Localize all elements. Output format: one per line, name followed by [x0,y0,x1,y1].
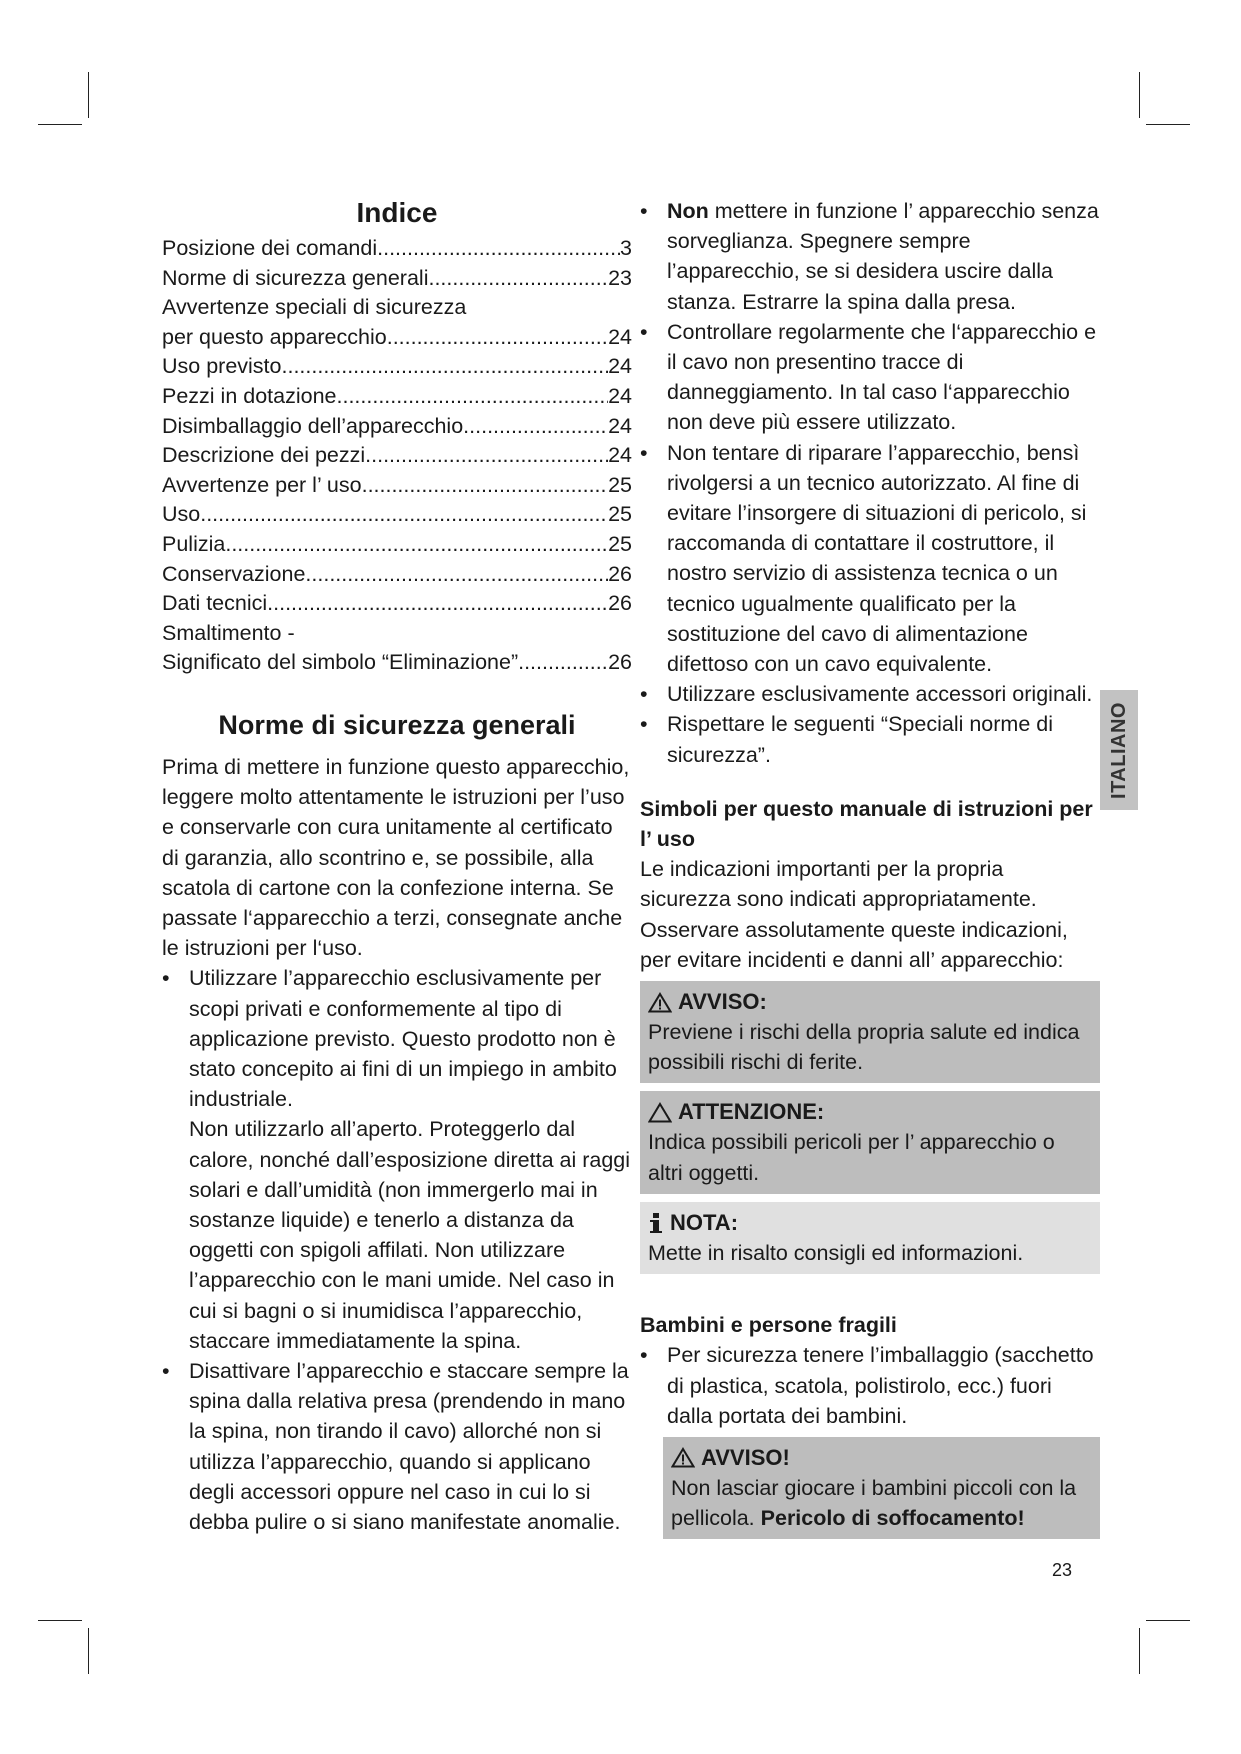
left-column [162,196,632,1537]
children-warning-text: Non lasciar giocare i bambini piccoli con la pellicola. Pericolo di soffocamento! [671,1475,1077,1531]
children-bullets [640,1340,1100,1431]
safety-bullets-continued [640,196,1100,770]
list-item: • Controllare regolarmente che l‘apparecchio e il cavo non presentino tracce di danneggiamento. In tal caso l‘apparecchio non deve più essere utilizzato. [640,317,1100,438]
list-item: • Non tentare di riparare l’apparecchio, bensì rivolgersi a un tecnico autorizzato. Al fine di evitare l’insorgere di situazioni di pericolo, si raccomanda di contattare il costruttore, il nostro servizio di assistenza tecnica o un tecnico ugualmente qualificato per la sostituzione del cavo di alimentazione difettoso con un cavo equivalente. [640,438,1100,680]
safety-title: Norme di sicurezza generali [218,709,576,740]
avviso-box [640,981,1100,1083]
toc-entry[interactable]: Pezzi in dotazione ..... 24 [162,382,632,412]
toc-entry: Avvertenze speciali di sicurezza [162,295,467,320]
children-title: Bambini e persone fragili [640,1313,897,1338]
list-item: • Disattivare l’apparecchio e staccare sempre la spina dalla relativa presa (prendendo in mano la spina, non tirando il cavo) allorché non si utilizza l’apparecchio, quando si applicano degli accessori oppure nel caso in cui lo si debba pulire o si siano manifestate anomalie. [162,1356,632,1537]
list-item: • Rispettare le seguenti “Speciali norme di sicurezza”. [640,709,1100,769]
nota-box [640,1202,1100,1274]
avviso-text: Previene i rischi della propria salute ed indica possibili rischi di ferite. [648,1020,1080,1075]
attenzione-heading: ATTENZIONE: [678,1099,825,1125]
crop-mark [38,1620,82,1621]
toc-entry[interactable]: Uso ..... 25 [162,500,632,530]
page-number: 23 [1052,1560,1073,1580]
info-icon [648,1212,664,1234]
crop-mark [1139,1628,1140,1674]
attenzione-text: Indica possibili pericoli per l’ apparecchio o altri oggetti. [648,1130,1055,1185]
list-item: • Non mettere in funzione l’ apparecchio senza sorveglianza. Spegnere sempre l’apparecchio, se si desidera uscire dalla stanza. Estrarre la spina dalla presa. [640,196,1100,317]
crop-mark [1139,72,1140,118]
safety-bullets [162,963,632,1537]
crop-mark [88,1628,89,1674]
crop-mark [1146,124,1190,125]
crop-mark [1146,1620,1190,1621]
toc-entry[interactable]: Dati tecnici ..... 26 [162,589,632,619]
warning-triangle-icon [648,992,672,1013]
toc-title: Indice [356,197,438,228]
crop-mark [38,124,82,125]
toc-entry[interactable]: per questo apparecchio ..... 24 [162,323,632,353]
toc-entry[interactable]: Posizione dei comandi ..... 3 [162,234,632,264]
language-tab: ITALIANO [1100,690,1138,810]
children-warning-box [663,1437,1100,1539]
nota-heading: NOTA: [670,1209,739,1235]
symbols-title: Simboli per questo manuale di istruzioni per l’ uso [640,796,1093,852]
toc-entry[interactable]: Pulizia ..... 25 [162,530,632,560]
toc-entry: Smaltimento - [162,620,295,645]
toc-entry[interactable]: Conservazione ..... 26 [162,560,632,590]
safety-intro: Prima di mettere in funzione questo apparecchio, leggere molto attentamente le istruzioni per l’uso e conservarle con cura unitamente al certificato di garanzia, allo scontrino e, se possibile, alla scatola di cartone con la confezione interna. Se passate l‘apparecchio a terzi, consegnate anche le istruzioni per l‘uso. [162,754,630,961]
list-item: • Utilizzare esclusivamente accessori originali. [640,679,1100,709]
caution-triangle-icon [648,1102,672,1123]
list-item: • Per sicurezza tenere l’imballaggio (sacchetto di plastica, scatola, polistirolo, ecc.) fuori dalla portata dei bambini. [640,1340,1100,1431]
warning-triangle-icon [671,1447,695,1468]
toc-entry[interactable]: Uso previsto ..... 24 [162,352,632,382]
nota-text: Mette in risalto consigli ed informazioni. [648,1240,1024,1265]
crop-mark [88,72,89,118]
attenzione-box [640,1091,1100,1193]
list-item: • Utilizzare l’apparecchio esclusivamente per scopi privati e conformemente al tipo di applicazione previsto. Questo prodotto non è stato concepito ai fini di un impiego in ambito industriale. Non utilizzarlo all’aperto. Proteggerlo dal calore, nonché dall’esposizione diretta ai raggi solari e dall’umidità (non immergerlo mai in sostanze liquide) e tenerlo a distanza da oggetti con spigoli affilati. Non utilizzare l’apparecchio con le mani umide. Nel caso in cui si bagni o si inumidisca l’apparecchio, staccare immediatamente la spina. [162,963,632,1356]
toc-entry[interactable]: Avvertenze per l’ uso ..... 25 [162,471,632,501]
children-warning-heading: AVVISO! [701,1444,790,1470]
toc-entry[interactable]: Disimballaggio dell’apparecchio ..... 24 [162,412,632,442]
toc-list [162,234,632,678]
avviso-heading: AVVISO: [678,989,767,1015]
right-column [640,196,1100,1547]
symbols-intro: Le indicazioni importanti per la propria sicurezza sono indicati appropriatamente. Osservare assolutamente queste indicazioni, per evitare incidenti e danni all’ apparecchio: [640,857,1068,972]
toc-entry[interactable]: Descrizione dei pezzi ..... 24 [162,441,632,471]
toc-entry[interactable]: Significato del simbolo “Eliminazione” ..... 26 [162,648,632,678]
toc-entry[interactable]: Norme di sicurezza generali ..... 23 [162,264,632,294]
